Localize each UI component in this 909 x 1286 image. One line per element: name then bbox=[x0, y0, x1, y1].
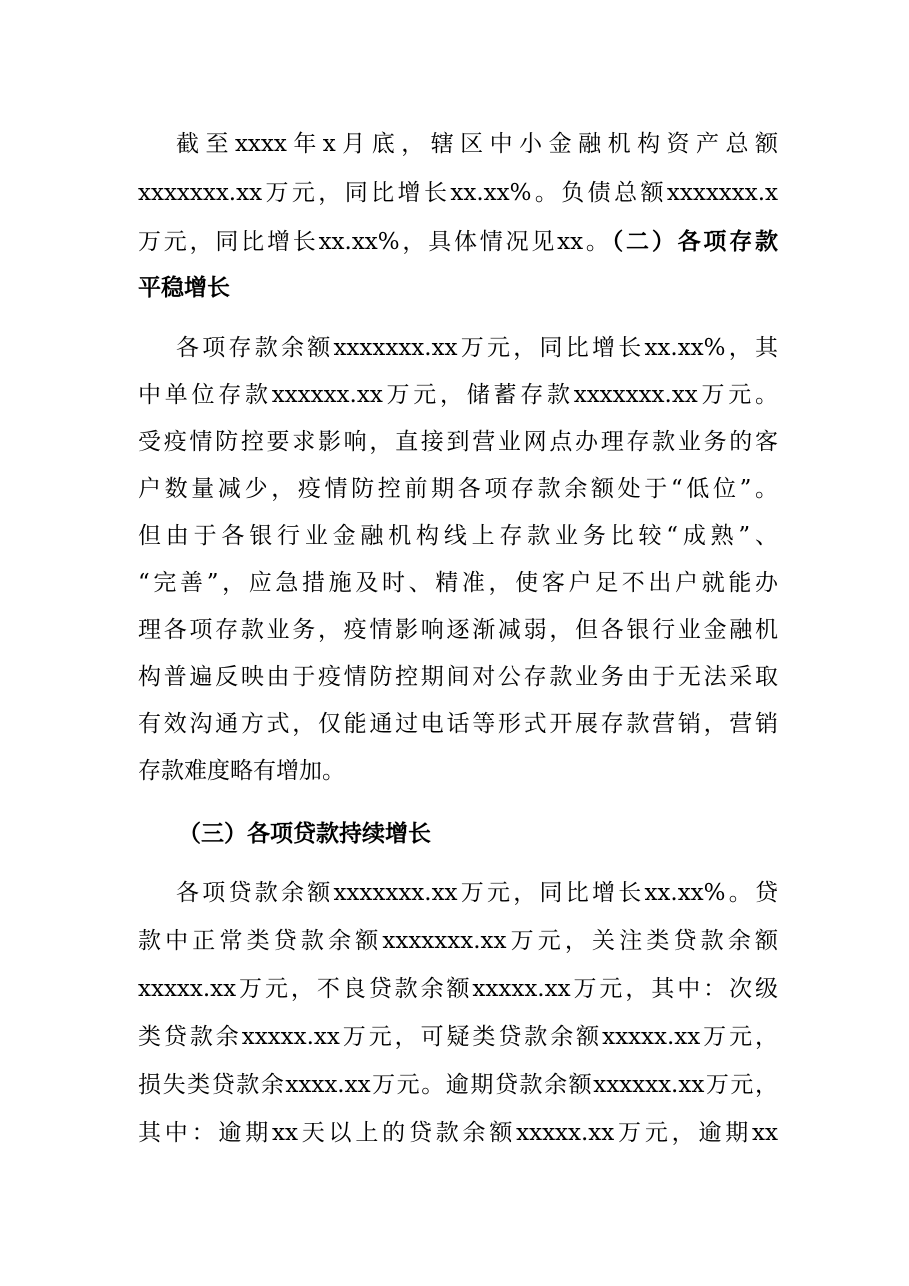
paragraph-3-line-6: 其中：逾期xx天以上的贷款余额xxxxx.xx万元，逾期xx bbox=[138, 1120, 778, 1146]
paragraph-2-line-10: 存款难度略有增加。 bbox=[138, 758, 345, 784]
paragraph-1-text: 万元，同比增长xx.xx%，具体情况见xx。 bbox=[138, 229, 612, 255]
paragraph-3-line-3: xxxxx.xx万元，不良贷款余额xxxxx.xx万元，其中：次级 bbox=[138, 976, 778, 1002]
paragraph-2-line-1: 各项存款余额xxxxxxx.xx万元，同比增长xx.xx%，其 bbox=[176, 335, 778, 361]
paragraph-1-line-3 bbox=[138, 222, 778, 262]
paragraph-2-line-3: 受疫情防控要求影响，直接到营业网点办理存款业务的客 bbox=[138, 429, 778, 455]
section-heading-2: （二）各项存款 bbox=[611, 229, 779, 255]
paragraph-2-line-5: 但由于各银行业金融机构线上存款业务比较“成熟”、 bbox=[138, 523, 778, 549]
paragraph-1-line-2: xxxxxxx.xx万元，同比增长xx.xx%。负债总额xxxxxxx.x bbox=[138, 180, 778, 206]
paragraph-3-line-4: 类贷款余xxxxx.xx万元，可疑类贷款余额xxxxx.xx万元， bbox=[138, 1024, 778, 1050]
paragraph-3-line-2: 款中正常类贷款余额xxxxxxx.xx万元，关注类贷款余额 bbox=[138, 928, 778, 954]
section-heading-2-continued: 平稳增长 bbox=[138, 275, 230, 301]
paragraph-2-line-2: 中单位存款xxxxxx.xx万元，储蓄存款xxxxxxx.xx万元。 bbox=[138, 382, 778, 408]
paragraph-2-line-7: 理各项存款业务，疫情影响逐渐减弱，但各银行业金融机 bbox=[138, 617, 778, 643]
section-heading-3: （三）各项贷款持续增长 bbox=[178, 821, 431, 847]
paragraph-2-line-4: 户数量减少，疫情防控前期各项存款余额处于“低位”。 bbox=[138, 476, 778, 502]
paragraph-2-line-8: 构普遍反映由于疫情防控期间对公存款业务由于无法采取 bbox=[138, 664, 778, 690]
paragraph-2-line-6: “完善”，应急措施及时、精准，使客户足不出户就能办 bbox=[138, 570, 778, 596]
paragraph-3-line-5: 损失类贷款余xxxx.xx万元。逾期贷款余额xxxxxx.xx万元， bbox=[138, 1072, 778, 1098]
paragraph-2-line-9: 有效沟通方式，仅能通过电话等形式开展存款营销，营销 bbox=[138, 711, 778, 737]
paragraph-3-line-1: 各项贷款余额xxxxxxx.xx万元，同比增长xx.xx%。贷 bbox=[176, 880, 778, 906]
paragraph-1-line-1: 截至xxxx年x月底，辖区中小金融机构资产总额 bbox=[176, 131, 778, 157]
